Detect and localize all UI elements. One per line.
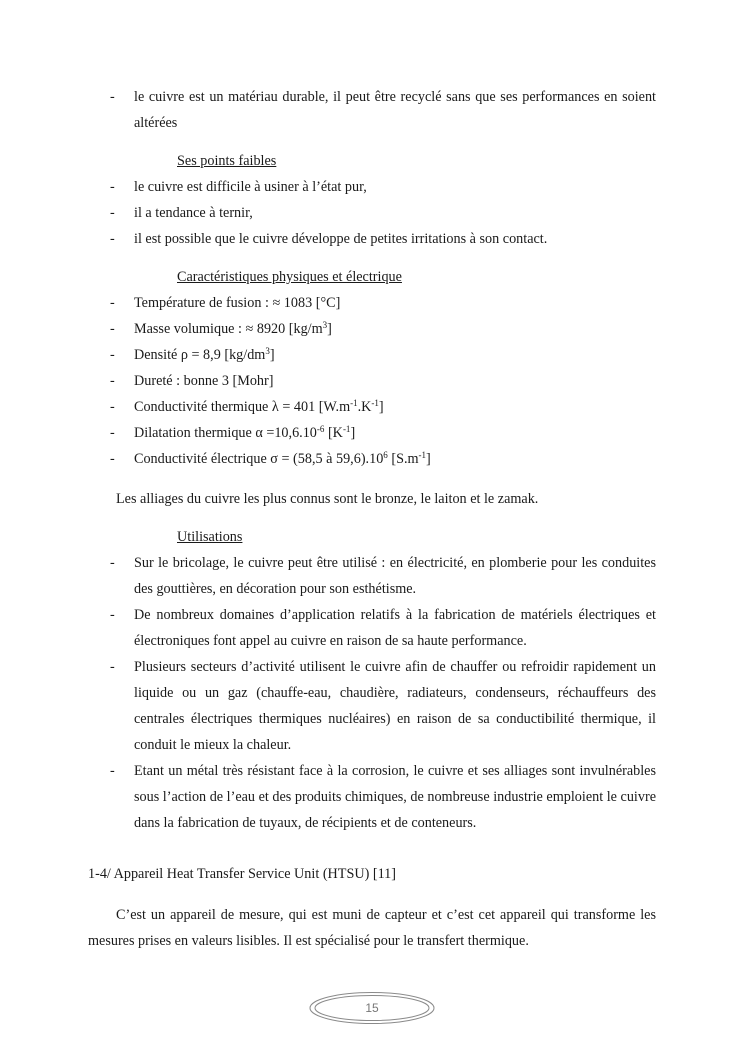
list-item-text: il a tendance à ternir, <box>134 205 253 221</box>
list-item-text: il est possible que le cuivre développe de petites irritations à son contact. <box>134 231 548 247</box>
superscript: -6 <box>316 424 325 434</box>
text-part: Conductivité électrique σ = (58,5 à 59,6).10 <box>134 451 384 467</box>
list-item <box>110 602 656 654</box>
bullet-dash: - <box>110 321 115 337</box>
text-part: Dilatation thermique α =10,6.10 <box>134 425 317 441</box>
list-item-text: Plusieurs secteurs d’activité utilisent le cuivre afin de chauffer ou refroidir rapidement un liquide ou un gaz (chauffe-eau, chaudière, radiateurs, condenseurs, réchauffeurs des centrales électriques thermiques nucléaires) en raison de sa conductibilité thermique, il conduit le mieux la chaleur. <box>134 659 656 753</box>
list-item-masse <box>110 316 656 342</box>
text-part: ] <box>378 399 384 415</box>
list-item-text: Dureté : bonne 3 [Mohr] <box>134 373 274 389</box>
list-item-text <box>134 316 656 342</box>
list-item-conductivite-electrique <box>110 446 656 472</box>
text-part: ] <box>426 451 431 467</box>
list-item-durete <box>110 368 656 394</box>
list-item <box>110 84 656 136</box>
list-item-text: le cuivre est un matériau durable, il peut être recyclé sans que ses performances en soient altérées <box>134 89 656 131</box>
subheading-characteristics: Caractéristiques physiques et électrique <box>177 269 402 285</box>
text-part: Densité ρ = 8,9 [kg/dm <box>134 347 266 363</box>
text-part: Conductivité thermique λ = 401 [W.m <box>134 399 351 415</box>
text-part: [S.m <box>387 451 419 467</box>
page-number-badge <box>308 991 436 1025</box>
text-part: [K <box>324 425 343 441</box>
bullet-dash: - <box>110 179 115 195</box>
list-item-text: le cuivre est difficile à usiner à l’état pur, <box>134 179 367 195</box>
list-item-text <box>134 342 656 368</box>
page-number: 15 <box>365 1001 379 1015</box>
list-item-text: Etant un métal très résistant face à la corrosion, le cuivre et ses alliages sont invulnérables sous l’action de l’eau et des produits chimiques, de nombreuse industrie emploient le cuivre dans la fabrication de tuyaux, de récipients et de conteneurs. <box>134 763 656 831</box>
list-item <box>110 200 656 226</box>
bullet-dash: - <box>110 89 115 105</box>
list-item-text: De nombreux domaines d’application relatifs à la fabrication de matériels électriques et électroniques font appel au cuivre en raison de sa haute performance. <box>134 607 656 649</box>
list-item-densite <box>110 342 656 368</box>
section-title: 1-4/ Appareil Heat Transfer Service Unit (HTSU) [11] <box>88 866 396 882</box>
superscript: -1 <box>418 450 427 460</box>
text-part: .K <box>357 399 372 415</box>
list-item-text <box>134 446 656 472</box>
text-part: ] <box>350 425 356 441</box>
bullet-dash: - <box>110 425 115 441</box>
list-item-fusion <box>110 290 656 316</box>
list-item-conductivite-thermique <box>110 394 656 420</box>
superscript: -1 <box>342 424 351 434</box>
bullet-dash: - <box>110 295 115 311</box>
alloys-paragraph: Les alliages du cuivre les plus connus sont le bronze, le laiton et le zamak. <box>116 491 539 507</box>
superscript: -1 <box>371 398 379 408</box>
bullet-dash: - <box>110 399 115 415</box>
list-item-text: Sur le bricolage, le cuivre peut être utilisé : en électricité, en plomberie pour les conduites des gouttières, en décoration pour son esthétisme. <box>134 555 656 597</box>
section-paragraph: C’est un appareil de mesure, qui est muni de capteur et c’est cet appareil qui transforme les mesures prises en valeurs lisibles. Il est spécialisé pour le transfert thermique. <box>88 907 656 949</box>
bullet-dash: - <box>110 373 115 389</box>
bullet-dash: - <box>110 231 115 247</box>
bullet-dash: - <box>110 347 115 363</box>
bullet-dash: - <box>110 205 115 221</box>
list-item <box>110 174 656 200</box>
list-item-text <box>134 394 656 420</box>
list-item-text <box>134 420 656 446</box>
bullet-dash: - <box>110 659 115 675</box>
list-item <box>110 758 656 836</box>
list-item-text: Température de fusion : ≈ 1083 [°C] <box>134 295 341 311</box>
text-part: ] <box>269 347 275 363</box>
superscript: 3 <box>322 320 328 330</box>
superscript: -1 <box>350 398 358 408</box>
bullet-dash: - <box>110 555 115 571</box>
superscript: 3 <box>265 346 270 356</box>
bullet-dash: - <box>110 451 115 467</box>
text-part: Masse volumique : ≈ 8920 [kg/m <box>134 321 323 337</box>
bullet-dash: - <box>110 763 115 779</box>
list-item <box>110 550 656 602</box>
subheading-weak-points: Ses points faibles <box>177 153 277 169</box>
subheading-uses: Utilisations <box>177 529 243 545</box>
bullet-dash: - <box>110 607 115 623</box>
list-item <box>110 654 656 758</box>
superscript: 6 <box>383 450 388 460</box>
list-item-dilatation <box>110 420 656 446</box>
text-part: ] <box>327 321 332 337</box>
list-item <box>110 226 656 252</box>
